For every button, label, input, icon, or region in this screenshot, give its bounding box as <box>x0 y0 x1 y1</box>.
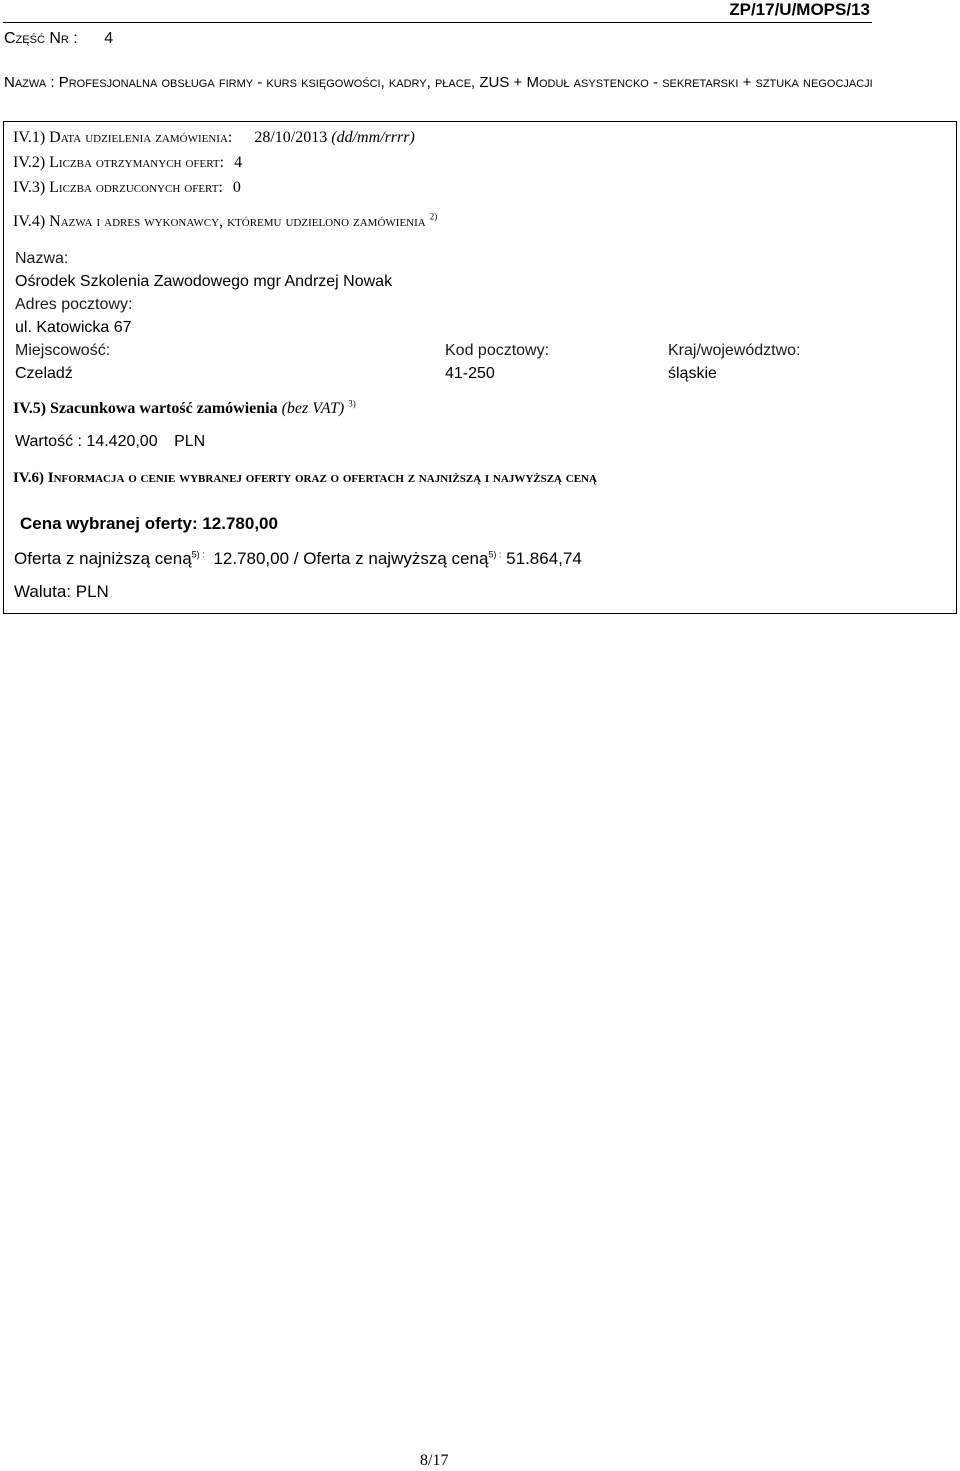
header-rule <box>3 22 872 23</box>
iv4-label: IV.4) Nazwa i adres wykonawcy, któremu udzielono zamówienia <box>13 213 426 230</box>
iv5-label: IV.5) Szacunkowa wartość zamówienia <box>13 400 278 417</box>
section-iv3 <box>13 179 241 197</box>
postal-code-label: Kod pocztowy: <box>445 342 550 359</box>
address-label: Adres pocztowy: <box>15 296 133 313</box>
iv4-sup: 2) <box>429 211 438 222</box>
city-value: Czeladź <box>15 365 73 382</box>
address-value: ul. Katowicka 67 <box>15 319 132 336</box>
iv5-sup: 3) <box>348 398 356 409</box>
iv5-vat: (bez VAT) <box>281 400 345 417</box>
part-number <box>4 30 113 48</box>
lowest-highest-offers <box>14 549 582 569</box>
highest-offer-value: 51.864,74 <box>506 549 582 568</box>
iv1-format: (dd/mm/rrrr) <box>331 129 415 146</box>
region-value: śląskie <box>668 365 717 382</box>
contract-name: Nazwa : Profesjonalna obsługa firmy - kurs księgowości, kadry, płace, ZUS + Moduł asystencko - sekretarski + sztuka negocjacji <box>4 74 873 91</box>
lowest-offer-sup: 5) : <box>191 549 205 560</box>
estimated-value: 14.420,00 <box>86 433 158 450</box>
iv3-value: 0 <box>232 179 241 196</box>
estimated-value-currency: PLN <box>174 433 206 450</box>
currency-line: Waluta: PLN <box>14 582 109 601</box>
iv2-label: IV.2) Liczba otrzymanych ofert: <box>13 154 225 171</box>
estimated-value-label: Wartość : <box>15 433 82 450</box>
part-label: Część Nr : <box>4 30 78 47</box>
section-iv2 <box>13 154 242 172</box>
iv6-label: IV.6) Informacja o cenie wybranej oferty oraz o ofertach z najniższą i najwyższą ceną <box>13 470 597 486</box>
lowest-offer-label: Oferta z najniższą ceną <box>14 549 192 568</box>
document-reference: ZP/17/U/MOPS/13 <box>729 0 870 19</box>
page-number: 8/17 <box>420 1452 449 1469</box>
contractor-name-value: Ośrodek Szkolenia Zawodowego mgr Andrzej Nowak <box>15 273 393 290</box>
lowest-offer-value: 12.780,00 / Oferta z najwyższą ceną <box>213 549 489 568</box>
contractor-name-label: Nazwa: <box>15 250 69 267</box>
section-iv4-heading <box>13 213 437 231</box>
section-iv1 <box>13 129 415 147</box>
highest-offer-sup: 5) : <box>488 549 502 560</box>
part-value: 4 <box>104 30 114 47</box>
city-label: Miejscowość: <box>15 342 111 359</box>
section-iv6-heading <box>13 470 597 487</box>
estimated-value-row <box>15 433 205 451</box>
section-iv5-heading <box>13 400 356 418</box>
iv3-label: IV.3) Liczba odrzuconych ofert: <box>13 179 223 196</box>
postal-code-value: 41-250 <box>445 365 495 382</box>
selected-offer-price: Cena wybranej oferty: 12.780,00 <box>20 514 278 533</box>
iv2-value: 4 <box>234 154 243 171</box>
iv1-date: 28/10/2013 <box>254 129 328 146</box>
iv1-label: IV.1) Data udzielenia zamówienia: <box>13 129 233 146</box>
region-label: Kraj/województwo: <box>668 342 801 359</box>
